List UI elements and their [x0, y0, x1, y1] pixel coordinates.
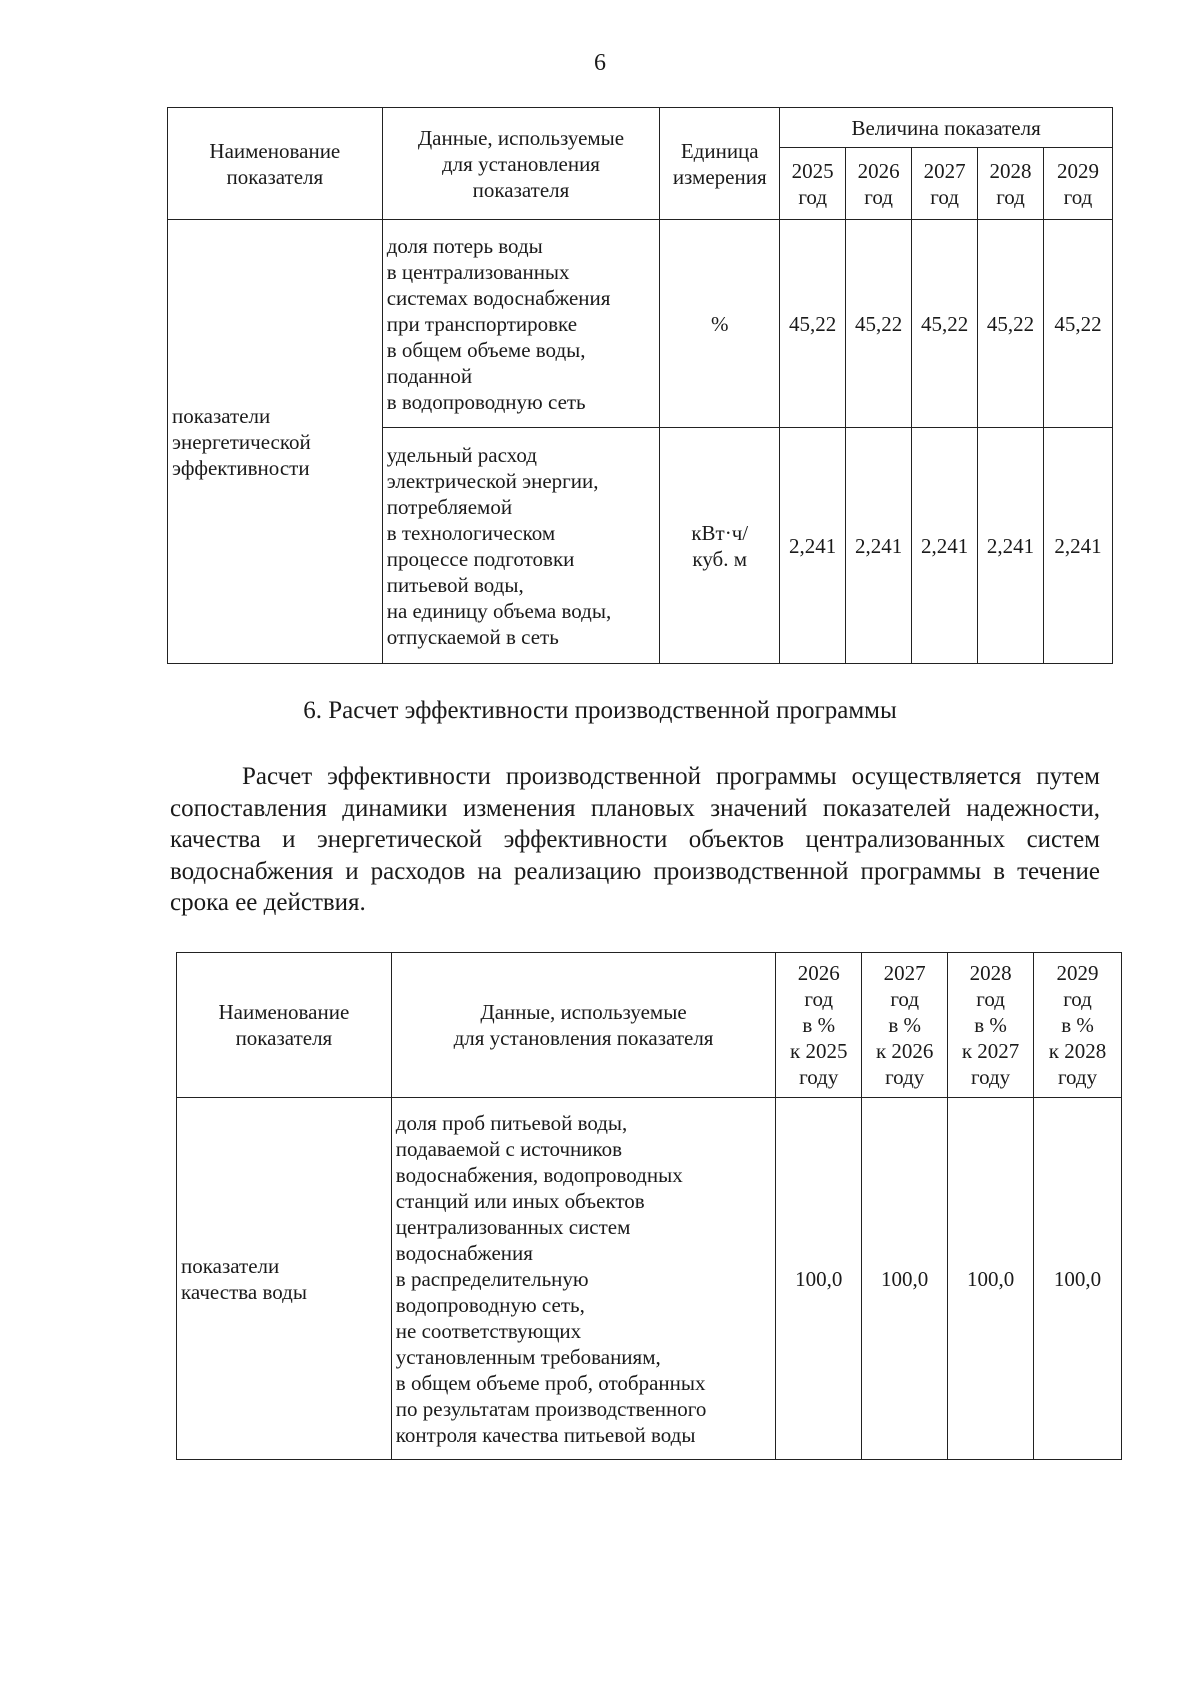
value-cell: 45,22	[846, 220, 912, 428]
value-cell: 45,22	[1044, 220, 1113, 428]
header-name: Наименование показателя	[177, 953, 392, 1098]
value-cell: 2,241	[912, 428, 978, 664]
header-unit: Единица измерения	[660, 108, 780, 220]
unit-cell: кВт·ч/ куб. м	[660, 428, 780, 664]
header-data: Данные, используемые для установления показателя	[391, 953, 775, 1098]
header-value-group: Величина показателя	[780, 108, 1113, 148]
value-cell: 2,241	[978, 428, 1044, 664]
header-year: 2029 год	[1044, 148, 1113, 220]
header-year: 2027 год	[912, 148, 978, 220]
value-cell: 45,22	[912, 220, 978, 428]
header-year-ratio: 2029 год в % к 2028 году	[1034, 953, 1122, 1098]
unit-cell: %	[660, 220, 780, 428]
water-quality-table	[176, 952, 1122, 1460]
indicator-group-name: показатели энергетической эффективности	[168, 220, 383, 664]
value-cell: 45,22	[978, 220, 1044, 428]
value-cell: 100,0	[776, 1098, 862, 1460]
header-year: 2025 год	[780, 148, 846, 220]
value-cell: 2,241	[780, 428, 846, 664]
value-cell: 100,0	[862, 1098, 948, 1460]
header-year-ratio: 2027 год в % к 2026 году	[862, 953, 948, 1098]
section-heading: 6. Расчет эффективности производственной программы	[303, 697, 897, 724]
indicator-data-cell: доля потерь воды в централизованных системах водоснабжения при транспортировке в общем объеме воды, поданной в водопроводную сеть	[382, 220, 660, 428]
indicator-group-name: показатели качества воды	[177, 1098, 392, 1460]
section-paragraph: Расчет эффективности производственной программы осуществляется путем сопоставления динамики изменения плановых значений показателей надежности, качества и энергетической эффективности объектов централизованных систем водоснабжения и расходов на реализацию производственной программы в течение срока ее действия.	[170, 763, 1100, 916]
value-cell: 100,0	[1034, 1098, 1122, 1460]
value-cell: 45,22	[780, 220, 846, 428]
indicator-data-cell: удельный расход электрической энергии, потребляемой в технологическом процессе подготовки питьевой воды, на единицу объема воды, отпускаемой в сеть	[382, 428, 660, 664]
value-cell: 2,241	[1044, 428, 1113, 664]
indicator-data-cell: доля проб питьевой воды, подаваемой с источников водоснабжения, водопроводных станций или иных объектов централизованных систем водоснабжения в распределительную водопроводную сеть, не соответствующих установленным требованиям, в общем объеме проб, отобранных по результатам производственного контроля качества питьевой воды	[391, 1098, 775, 1460]
table-row	[168, 220, 1113, 428]
energy-efficiency-table	[167, 107, 1113, 664]
header-year: 2028 год	[978, 148, 1044, 220]
header-name: Наименование показателя	[168, 108, 383, 220]
value-cell: 2,241	[846, 428, 912, 664]
header-data: Данные, используемые для установления показателя	[382, 108, 660, 220]
header-year-ratio: 2028 год в % к 2027 году	[948, 953, 1034, 1098]
header-year-ratio: 2026 год в % к 2025 году	[776, 953, 862, 1098]
value-cell: 100,0	[948, 1098, 1034, 1460]
page-number: 6	[594, 50, 606, 76]
table-row	[177, 1098, 1122, 1460]
header-year: 2026 год	[846, 148, 912, 220]
